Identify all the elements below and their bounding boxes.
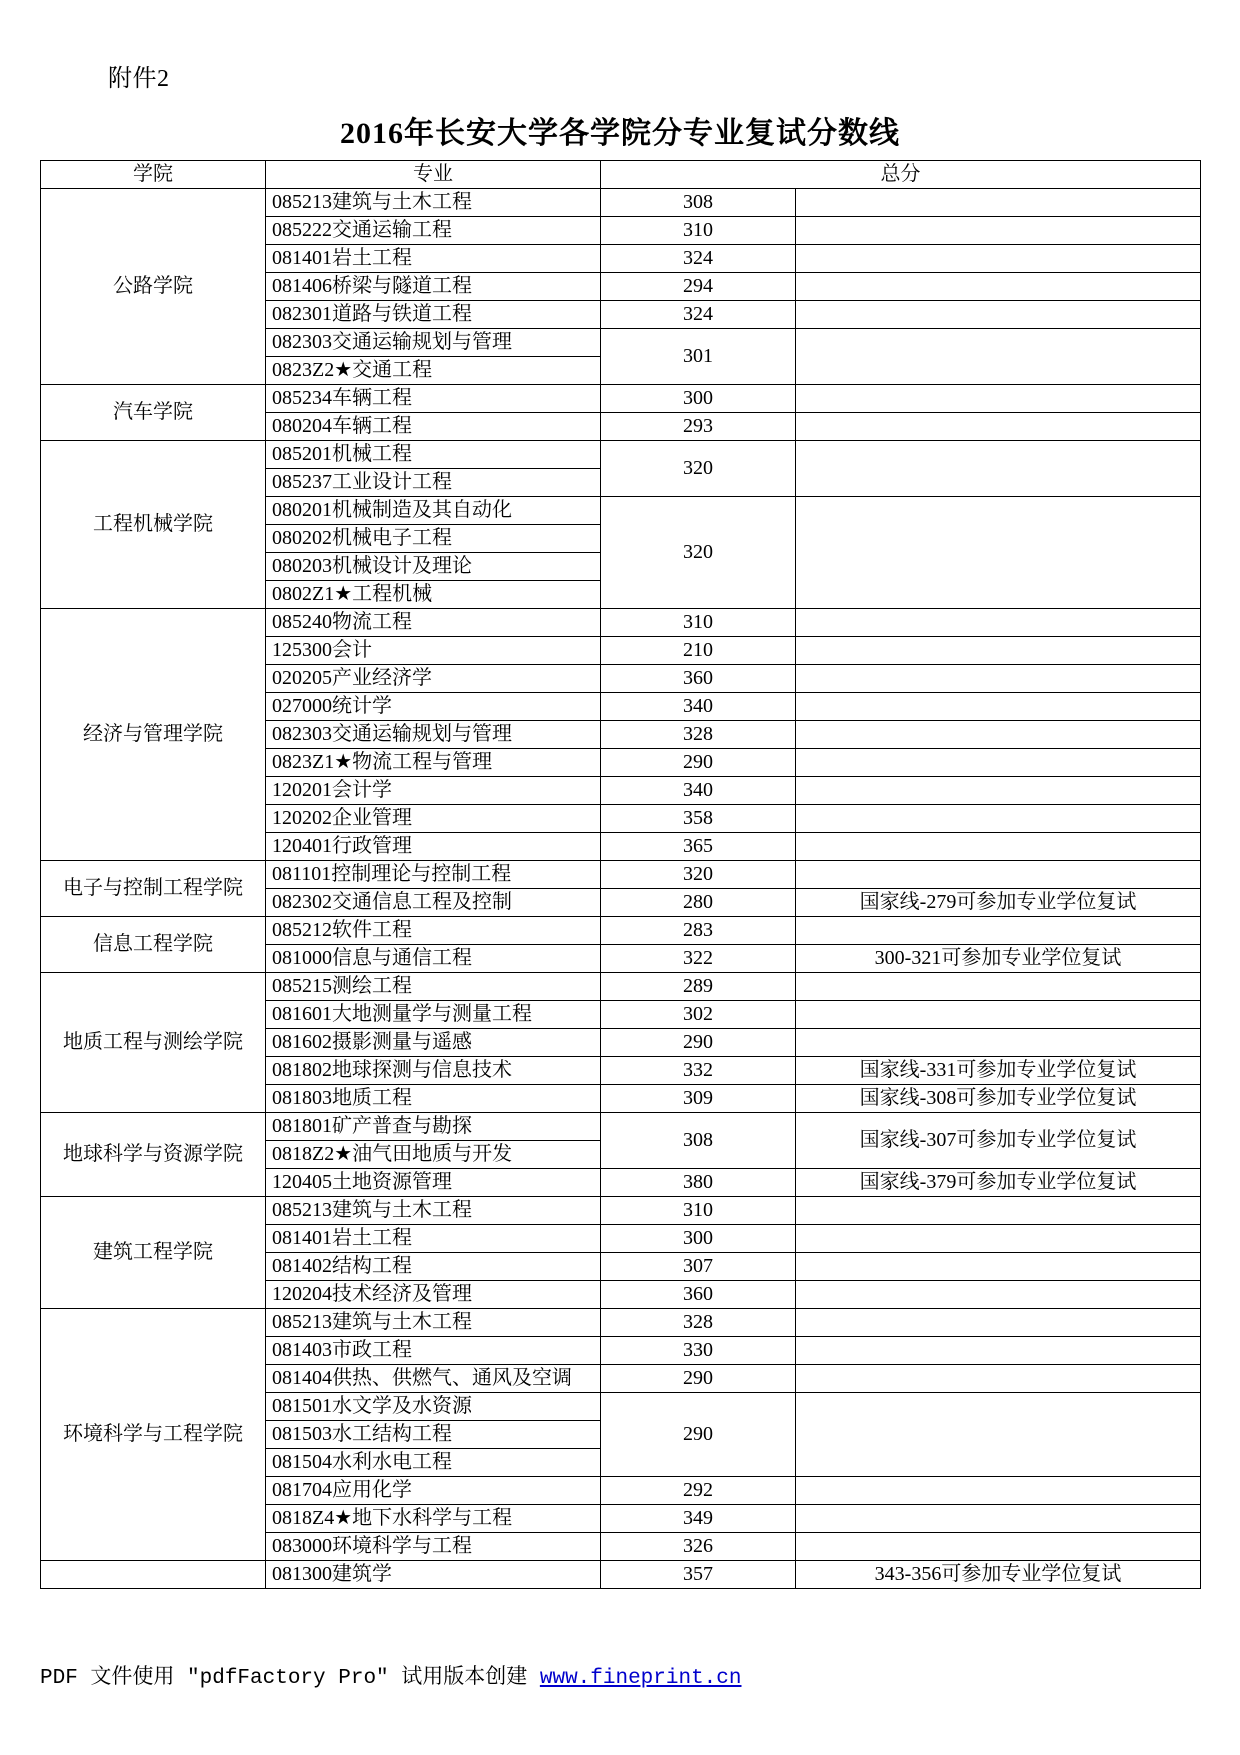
note-cell: 343-356可参加专业学位复试	[796, 1561, 1201, 1589]
major-cell: 125300会计	[266, 637, 601, 665]
note-cell	[796, 1477, 1201, 1505]
score-cell: 290	[601, 1365, 796, 1393]
college-cell: 电子与控制工程学院	[41, 861, 266, 917]
major-cell: 120405土地资源管理	[266, 1169, 601, 1197]
score-cell: 290	[601, 749, 796, 777]
note-cell	[796, 1281, 1201, 1309]
note-cell: 国家线-307可参加专业学位复试	[796, 1113, 1201, 1169]
score-cell: 293	[601, 413, 796, 441]
note-cell	[796, 609, 1201, 637]
note-cell	[796, 1337, 1201, 1365]
major-cell: 0802Z1★工程机械	[266, 581, 601, 609]
score-cell: 310	[601, 217, 796, 245]
note-cell	[796, 301, 1201, 329]
major-cell: 081402结构工程	[266, 1253, 601, 1281]
major-cell: 0823Z1★物流工程与管理	[266, 749, 601, 777]
attachment-label: 附件2	[108, 66, 170, 92]
major-cell: 082303交通运输规划与管理	[266, 721, 601, 749]
score-cell: 290	[601, 1029, 796, 1057]
note-cell	[796, 1505, 1201, 1533]
score-cell: 360	[601, 1281, 796, 1309]
score-cell: 280	[601, 889, 796, 917]
score-cell: 300	[601, 1225, 796, 1253]
table-header-row	[41, 161, 1201, 189]
table-row	[41, 609, 1201, 637]
score-cell: 290	[601, 1393, 796, 1477]
score-cell: 320	[601, 497, 796, 609]
score-cell: 283	[601, 917, 796, 945]
major-cell: 081601大地测量学与测量工程	[266, 1001, 601, 1029]
major-cell: 085213建筑与土木工程	[266, 189, 601, 217]
score-cell: 349	[601, 1505, 796, 1533]
major-cell: 027000统计学	[266, 693, 601, 721]
note-cell	[796, 1197, 1201, 1225]
major-cell: 080204车辆工程	[266, 413, 601, 441]
score-cell: 332	[601, 1057, 796, 1085]
major-cell: 080202机械电子工程	[266, 525, 601, 553]
note-cell	[796, 1225, 1201, 1253]
college-cell: 经济与管理学院	[41, 609, 266, 861]
major-cell: 120202企业管理	[266, 805, 601, 833]
note-cell	[796, 637, 1201, 665]
note-cell	[796, 1365, 1201, 1393]
major-cell: 085222交通运输工程	[266, 217, 601, 245]
score-cell: 307	[601, 1253, 796, 1281]
major-cell: 081404供热、供燃气、通风及空调	[266, 1365, 601, 1393]
major-cell: 082302交通信息工程及控制	[266, 889, 601, 917]
note-cell	[796, 273, 1201, 301]
major-cell: 0823Z2★交通工程	[266, 357, 601, 385]
major-cell: 080203机械设计及理论	[266, 553, 601, 581]
major-cell: 081802地球探测与信息技术	[266, 1057, 601, 1085]
note-cell	[796, 693, 1201, 721]
score-cell: 320	[601, 861, 796, 889]
college-cell: 环境科学与工程学院	[41, 1309, 266, 1561]
table-row	[41, 385, 1201, 413]
major-cell: 081803地质工程	[266, 1085, 601, 1113]
major-cell: 085237工业设计工程	[266, 469, 601, 497]
table-row	[41, 441, 1201, 469]
note-cell	[796, 973, 1201, 1001]
score-cell: 294	[601, 273, 796, 301]
note-cell	[796, 329, 1201, 385]
major-cell: 0818Z2★油气田地质与开发	[266, 1141, 601, 1169]
table-row	[41, 1113, 1201, 1141]
score-cell: 324	[601, 301, 796, 329]
major-cell: 085213建筑与土木工程	[266, 1309, 601, 1337]
score-cell: 310	[601, 1197, 796, 1225]
note-cell	[796, 1309, 1201, 1337]
score-cell: 322	[601, 945, 796, 973]
major-cell: 081401岩土工程	[266, 1225, 601, 1253]
score-cell: 301	[601, 329, 796, 385]
score-cell: 309	[601, 1085, 796, 1113]
page-title: 2016年长安大学各学院分专业复试分数线	[340, 117, 900, 150]
note-cell	[796, 497, 1201, 609]
major-cell: 080201机械制造及其自动化	[266, 497, 601, 525]
score-cell: 310	[601, 609, 796, 637]
note-cell	[796, 777, 1201, 805]
table-body	[41, 189, 1201, 1589]
score-cell: 292	[601, 1477, 796, 1505]
note-cell: 国家线-379可参加专业学位复试	[796, 1169, 1201, 1197]
score-cell: 340	[601, 693, 796, 721]
note-cell	[796, 721, 1201, 749]
score-cell: 340	[601, 777, 796, 805]
note-cell: 国家线-279可参加专业学位复试	[796, 889, 1201, 917]
major-cell: 120401行政管理	[266, 833, 601, 861]
major-cell: 082301道路与铁道工程	[266, 301, 601, 329]
score-cell: 326	[601, 1533, 796, 1561]
fineprint-link[interactable]: www.fineprint.cn	[539, 1667, 742, 1690]
score-cell: 357	[601, 1561, 796, 1589]
major-cell: 082303交通运输规划与管理	[266, 329, 601, 357]
major-cell: 081406桥梁与隧道工程	[266, 273, 601, 301]
note-cell	[796, 917, 1201, 945]
major-cell: 081704应用化学	[266, 1477, 601, 1505]
note-cell	[796, 749, 1201, 777]
note-cell	[796, 665, 1201, 693]
note-cell	[796, 1533, 1201, 1561]
score-cell: 330	[601, 1337, 796, 1365]
college-cell: 地球科学与资源学院	[41, 1113, 266, 1197]
major-cell: 085234车辆工程	[266, 385, 601, 413]
major-cell: 083000环境科学与工程	[266, 1533, 601, 1561]
major-cell: 085213建筑与土木工程	[266, 1197, 601, 1225]
major-cell: 081501水文学及水资源	[266, 1393, 601, 1421]
table-row	[41, 1561, 1201, 1589]
score-cell: 320	[601, 441, 796, 497]
college-cell: 信息工程学院	[41, 917, 266, 973]
footer-text: PDF 文件使用 "pdfFactory Pro" 试用版本创建	[40, 1667, 540, 1690]
note-cell: 300-321可参加专业学位复试	[796, 945, 1201, 973]
note-cell	[796, 1393, 1201, 1477]
note-cell	[796, 189, 1201, 217]
major-cell: 085212软件工程	[266, 917, 601, 945]
major-cell: 081101控制理论与控制工程	[266, 861, 601, 889]
table-row	[41, 1309, 1201, 1337]
major-cell: 081403市政工程	[266, 1337, 601, 1365]
college-cell: 建筑工程学院	[41, 1197, 266, 1309]
score-cell: 365	[601, 833, 796, 861]
college-cell: 地质工程与测绘学院	[41, 973, 266, 1113]
major-cell: 085201机械工程	[266, 441, 601, 469]
note-cell: 国家线-331可参加专业学位复试	[796, 1057, 1201, 1085]
table-row	[41, 917, 1201, 945]
header-total-score: 总分	[601, 161, 1201, 189]
note-cell	[796, 1253, 1201, 1281]
note-cell	[796, 441, 1201, 497]
score-table	[40, 160, 1201, 1589]
note-cell	[796, 1029, 1201, 1057]
major-cell: 081503水工结构工程	[266, 1421, 601, 1449]
major-cell: 081504水利水电工程	[266, 1449, 601, 1477]
pdf-footer	[40, 1660, 742, 1690]
major-cell: 081300建筑学	[266, 1561, 601, 1589]
table-row	[41, 973, 1201, 1001]
major-cell: 081401岩土工程	[266, 245, 601, 273]
major-cell: 081000信息与通信工程	[266, 945, 601, 973]
header-college: 学院	[41, 161, 266, 189]
score-cell: 300	[601, 385, 796, 413]
college-cell: 工程机械学院	[41, 441, 266, 609]
score-cell: 210	[601, 637, 796, 665]
major-cell: 085215测绘工程	[266, 973, 601, 1001]
note-cell	[796, 413, 1201, 441]
note-cell: 国家线-308可参加专业学位复试	[796, 1085, 1201, 1113]
note-cell	[796, 385, 1201, 413]
college-cell: 汽车学院	[41, 385, 266, 441]
score-cell: 324	[601, 245, 796, 273]
major-cell: 0818Z4★地下水科学与工程	[266, 1505, 601, 1533]
note-cell	[796, 805, 1201, 833]
header-major: 专业	[266, 161, 601, 189]
table-row	[41, 189, 1201, 217]
table-row	[41, 1197, 1201, 1225]
note-cell	[796, 833, 1201, 861]
major-cell: 085240物流工程	[266, 609, 601, 637]
college-cell: 公路学院	[41, 189, 266, 385]
score-cell: 308	[601, 189, 796, 217]
major-cell: 120201会计学	[266, 777, 601, 805]
note-cell	[796, 861, 1201, 889]
score-cell: 328	[601, 1309, 796, 1337]
note-cell	[796, 245, 1201, 273]
table-row	[41, 861, 1201, 889]
score-cell: 328	[601, 721, 796, 749]
note-cell	[796, 1001, 1201, 1029]
major-cell: 081602摄影测量与遥感	[266, 1029, 601, 1057]
score-cell: 308	[601, 1113, 796, 1169]
score-cell: 302	[601, 1001, 796, 1029]
score-cell: 360	[601, 665, 796, 693]
note-cell	[796, 217, 1201, 245]
score-cell: 380	[601, 1169, 796, 1197]
major-cell: 081801矿产普查与勘探	[266, 1113, 601, 1141]
major-cell: 020205产业经济学	[266, 665, 601, 693]
table-header	[41, 161, 1201, 189]
major-cell: 120204技术经济及管理	[266, 1281, 601, 1309]
score-cell: 289	[601, 973, 796, 1001]
college-cell	[41, 1561, 266, 1589]
score-cell: 358	[601, 805, 796, 833]
